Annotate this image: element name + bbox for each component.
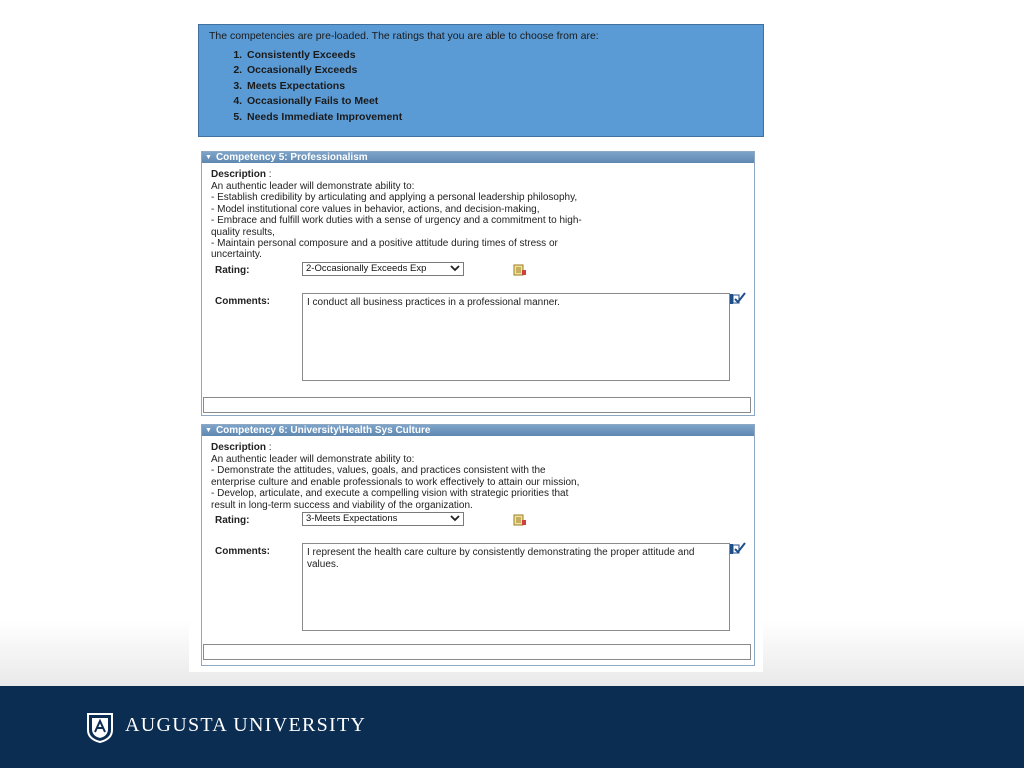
rating-dropdown[interactable] bbox=[302, 512, 464, 526]
competency-panel-6 bbox=[201, 424, 755, 666]
description-line: - Establish credibility by articulating and applying a personal leadership philosophy, bbox=[211, 192, 578, 204]
rating-option: 4. Occasionally Fails to Meet bbox=[245, 94, 402, 109]
comments-textarea[interactable]: I represent the health care culture by consistently demonstrating the proper attitude and values. bbox=[302, 543, 730, 631]
comments-label: Comments: bbox=[215, 296, 271, 307]
rating-details-icon[interactable] bbox=[513, 263, 527, 275]
competency-6-title: Competency 6: University\Health Sys Culture bbox=[215, 425, 431, 436]
rating-option: 2. Occasionally Exceeds bbox=[245, 63, 402, 78]
rating-option: 3. Meets Expectations bbox=[245, 79, 402, 94]
rating-dropdown-value: 3-Meets Expectations bbox=[306, 513, 398, 524]
spell-check-icon[interactable] bbox=[729, 292, 746, 306]
rating-option: 5. Needs Immediate Improvement bbox=[245, 110, 402, 125]
description-line: - Embrace and fulfill work duties with a sense of urgency and a commitment to high- bbox=[211, 215, 582, 227]
peoplesoft-evaluation-form bbox=[189, 146, 763, 672]
competency-panel-5 bbox=[201, 151, 755, 416]
collapse-triangle-icon[interactable]: ▼ bbox=[205, 154, 212, 161]
chevron-down-icon[interactable] bbox=[448, 263, 462, 275]
chevron-down-icon[interactable] bbox=[448, 513, 462, 525]
panel-footer-bar bbox=[203, 397, 751, 413]
description-line: - Demonstrate the attitudes, values, goals, and practices consistent with the bbox=[211, 465, 546, 477]
competency-5-description bbox=[211, 181, 651, 261]
ratings-list bbox=[209, 48, 402, 125]
panel-footer-bar bbox=[203, 644, 751, 660]
rating-option: 1. Consistently Exceeds bbox=[245, 48, 402, 63]
description-label: Description : bbox=[211, 442, 272, 453]
org-name: AUGUSTA UNIVERSITY bbox=[125, 714, 367, 736]
description-line: - Develop, articulate, and execute a compelling vision with strategic priorities that bbox=[211, 488, 569, 500]
rating-details-icon[interactable] bbox=[513, 513, 527, 525]
rating-label: Rating: bbox=[215, 515, 250, 526]
description-line: - Maintain personal composure and a positive attitude during times of stress or bbox=[211, 238, 558, 250]
description-line: result in long-term success and viability of the organization. bbox=[211, 499, 473, 511]
competency-5-title: Competency 5: Professionalism bbox=[215, 152, 368, 163]
rating-label: Rating: bbox=[215, 265, 250, 276]
description-line: uncertainty. bbox=[211, 249, 262, 261]
ratings-callout bbox=[198, 24, 764, 137]
comments-textarea[interactable]: I conduct all business practices in a professional manner. bbox=[302, 293, 730, 381]
collapse-triangle-icon[interactable]: ▼ bbox=[205, 427, 212, 434]
spell-check-icon[interactable] bbox=[729, 542, 746, 556]
description-line: An authentic leader will demonstrate ability to: bbox=[211, 454, 415, 465]
rating-dropdown[interactable] bbox=[302, 262, 464, 276]
augusta-shield-logo-icon bbox=[86, 713, 114, 743]
description-line: enterprise culture and enable professionals to work effectively to attain our mission, bbox=[211, 476, 580, 488]
competency-6-header[interactable] bbox=[202, 425, 754, 436]
comments-label: Comments: bbox=[215, 546, 271, 557]
description-label: Description : bbox=[211, 169, 272, 180]
competency-6-description bbox=[211, 454, 651, 511]
competency-5-header[interactable] bbox=[202, 152, 754, 163]
description-line: - Model institutional core values in behavior, actions, and decision-making, bbox=[211, 203, 540, 215]
rating-dropdown-value: 2-Occasionally Exceeds Exp bbox=[306, 263, 427, 274]
callout-intro: The competencies are pre-loaded. The ratings that you are able to choose from are: bbox=[209, 30, 599, 42]
description-line: An authentic leader will demonstrate ability to: bbox=[211, 181, 415, 192]
description-line: quality results, bbox=[211, 226, 275, 238]
